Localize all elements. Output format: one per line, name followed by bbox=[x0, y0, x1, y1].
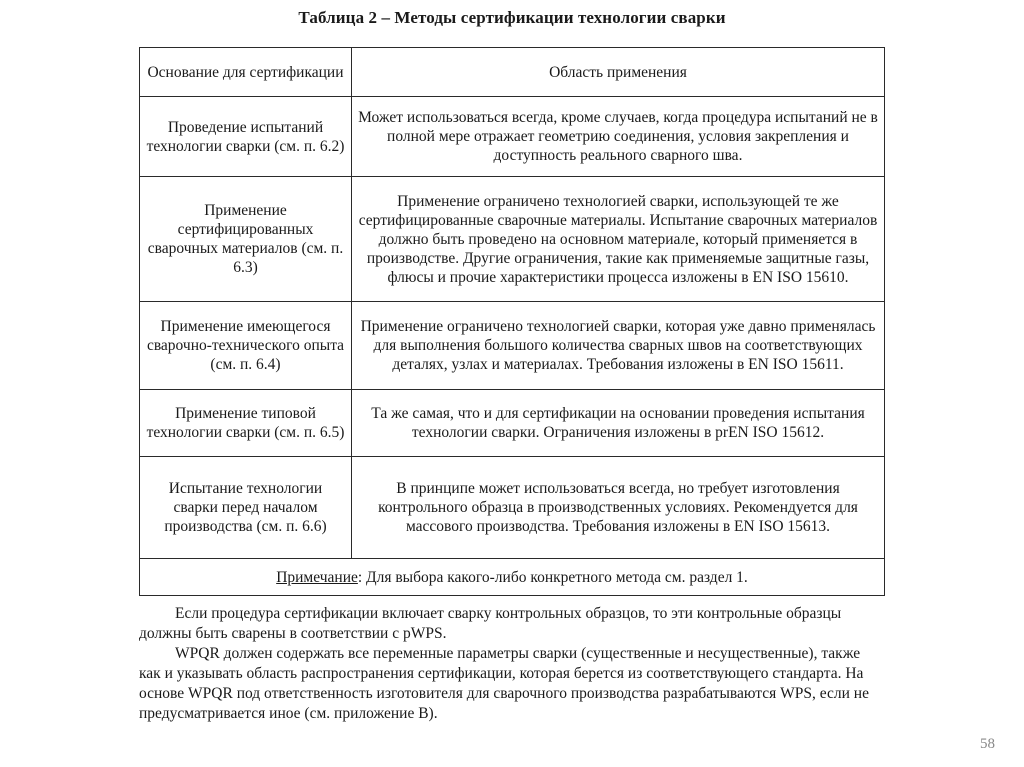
table-row bbox=[140, 302, 885, 390]
table-row bbox=[140, 457, 885, 559]
certification-methods-table bbox=[139, 47, 885, 596]
paragraph: Если процедура сертификации включает сварку контрольных образцов, то эти контрольные образцы должны быть сварены в соответствии с pWPS. bbox=[139, 605, 842, 642]
row-basis: Испытание технологии сварки перед началом производства (см. п. 6.6) bbox=[140, 457, 352, 559]
row-basis: Применение имеющегося сварочно-технического опыта (см. п. 6.4) bbox=[140, 302, 352, 390]
table-row bbox=[140, 97, 885, 177]
table-note bbox=[140, 559, 885, 596]
row-scope: Применение ограничено технологией сварки, которая уже давно применялась для выполнения большого количества сварных швов на соответствующих деталях, узлах и материалах. Требования изложены в EN ISO 15611. bbox=[352, 302, 885, 390]
note-text: : Для выбора какого-либо конкретного метода см. раздел 1. bbox=[357, 568, 748, 586]
row-scope: Может использоваться всегда, кроме случаев, когда процедура испытаний не в полной мере отражает геометрию соединения, условия закрепления и доступность реального сварного шва. bbox=[352, 97, 885, 177]
table-row bbox=[140, 177, 885, 302]
row-scope: Применение ограничено технологией сварки, использующей те же сертифицированные сварочные материалы. Испытание сварочных материалов должно быть проведено на основном материале, который применяется в производстве. Другие ограничения, такие как применяемые защитные газы, флюсы и прочие характеристики процесса изложены в EN ISO 15610. bbox=[352, 177, 885, 302]
row-basis: Применение типовой технологии сварки (см. п. 6.5) bbox=[140, 390, 352, 457]
row-scope: В принципе может использоваться всегда, но требует изготовления контрольного образца в производственных условиях. Рекомендуется для массового производства. Требования изложены в EN ISO 15613. bbox=[352, 457, 885, 559]
table-row bbox=[140, 390, 885, 457]
row-basis: Применение сертифицированных сварочных материалов (см. п. 6.3) bbox=[140, 177, 352, 302]
body-text bbox=[139, 604, 884, 724]
note-label: Примечание bbox=[276, 568, 358, 586]
page-number: 58 bbox=[980, 736, 995, 752]
row-scope: Та же самая, что и для сертификации на основании проведения испытания технологии сварки. Ограничения изложены в prEN ISO 15612. bbox=[352, 390, 885, 457]
header-basis: Основание для сертификации bbox=[140, 48, 352, 97]
table-note-row bbox=[140, 559, 885, 596]
paragraph: WPQR должен содержать все переменные параметры сварки (существенные и несущественные), также как и указывать область распространения сертификации, которая берется из соответствующего стандарта. На основе WPQR под ответственность изготовителя для сварочного производства разрабатываются WPS, если не предусматривается иное (см. приложение B). bbox=[139, 645, 869, 722]
header-scope: Область применения bbox=[352, 48, 885, 97]
row-basis: Проведение испытаний технологии сварки (см. п. 6.2) bbox=[140, 97, 352, 177]
table-title: Таблица 2 – Методы сертификации технологии сварки bbox=[298, 8, 726, 27]
table-header-row bbox=[140, 48, 885, 97]
